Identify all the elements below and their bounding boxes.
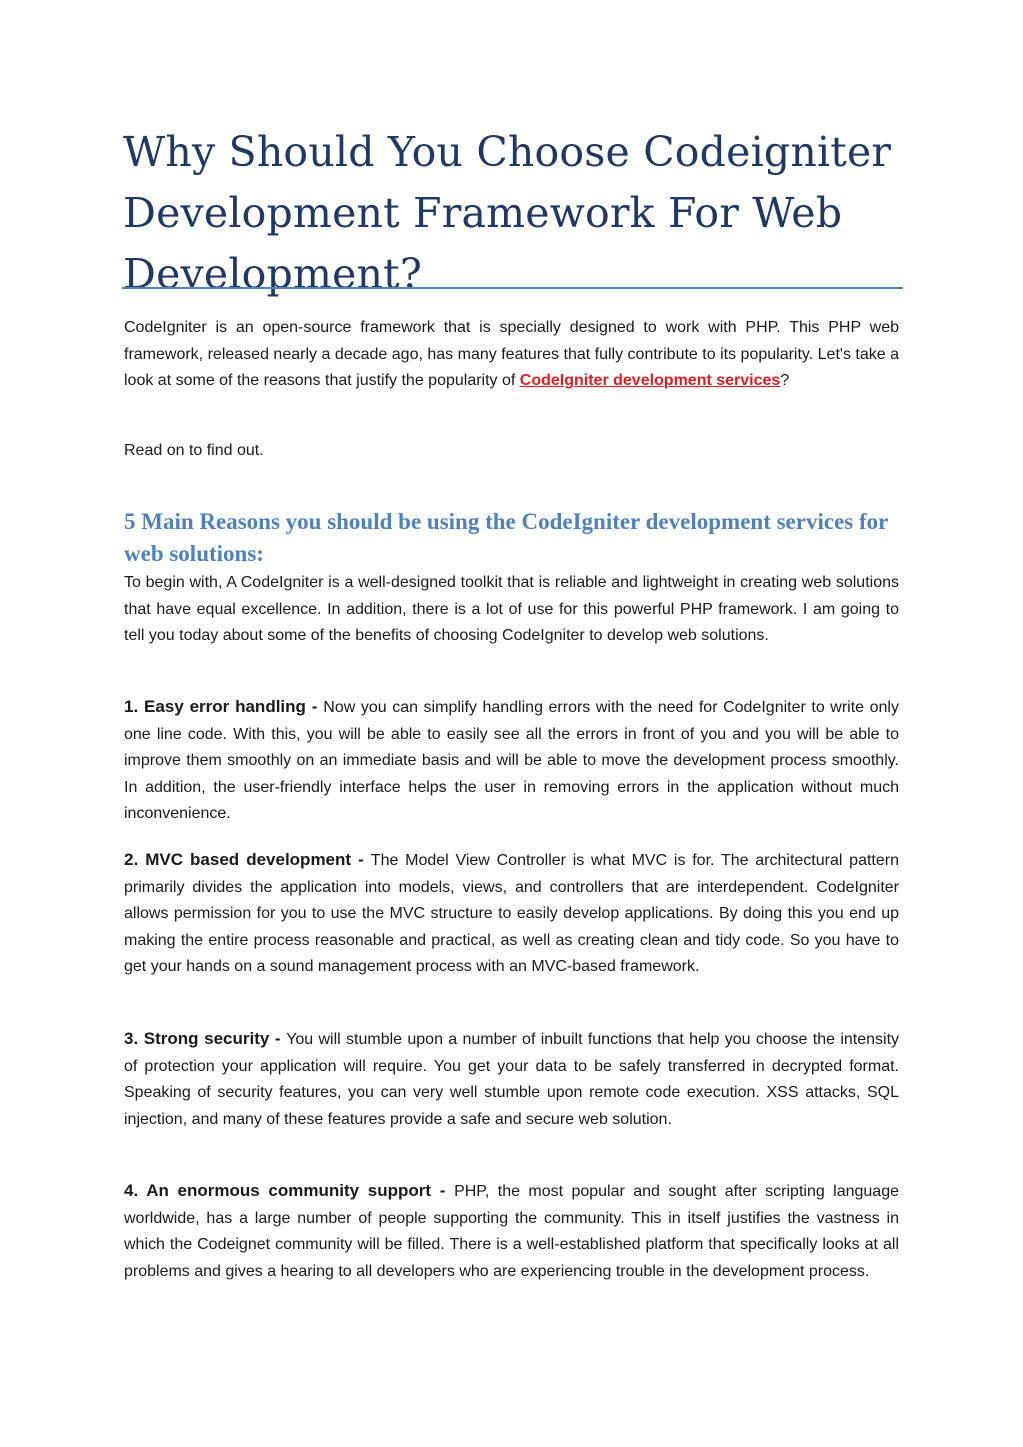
intro-text: CodeIgniter is an open-source framework that is specially designed to work with PHP. This PHP web framework, released nearly a decade ago, has many features that fully contribute to its popularity. Let's take a look at some of the reasons that justify the popularity of [124,319,899,390]
reason-error-handling [124,694,899,828]
reason-text: The Model View Controller is what MVC is for. The architectural pattern primarily divides the application into models, views, and controllers that are interdependent. CodeIgniter allows permission for you to use the MVC structure to easily develop applications. By doing this you end up making the entire process reasonable and practical, as well as creating clean and tidy code. So you have to get your hands on a sound management process with an MVC-based framework. [124,852,899,976]
reason-lead: 3. Strong security - [124,1029,287,1048]
reason-lead: 1. Easy error handling - [124,697,324,716]
section-heading: 5 Main Reasons you should be using the CodeIgniter development services for web solutions: [124,509,888,566]
page-title: Why Should You Choose Codeigniter Development Framework For Web Development? [123,128,892,298]
intro-text-end: ? [780,372,790,390]
reason-security [124,1026,899,1133]
reason-mvc [124,847,899,981]
reason-community [124,1178,899,1285]
intro-paragraph [124,315,899,395]
reason-text: PHP, the most popular and sought after scripting language worldwide, has a large number of people supporting the community. This in itself justifies the vastness in which the Codeignet community will be filled. There is a well-established platform that specifically looks at all problems and gives a hearing to all developers who are experiencing trouble in the development process. [124,1183,899,1280]
read-on-paragraph: Read on to find out. [124,442,264,459]
reason-lead: 2. MVC based development - [124,850,371,869]
reason-text: Now you can simplify handling errors with the need for CodeIgniter to write only one line code. With this, you will be able to easily see all the errors in front of you and you will be able to improve them smoothly on an immediate basis and will be able to move the development process smoothly. In addition, the user-friendly interface helps the user in removing errors in the application without much inconvenience. [124,699,899,823]
codeigniter-services-link[interactable]: CodeIgniter development services [519,372,781,390]
section-intro-paragraph: To begin with, A CodeIgniter is a well-designed toolkit that is reliable and lightweight in creating web solutions that have equal excellence. In addition, there is a lot of use for this powerful PHP framework. I am going to tell you today about some of the benefits of choosing CodeIgniter to develop web solutions. [124,574,899,645]
reason-lead: 4. An enormous community support - [124,1181,455,1200]
reason-text: You will stumble upon a number of inbuilt functions that help you choose the intensity of protection your application will require. You get your data to be safely transferred in decrypted format. Speaking of security features, you can very well stumble upon remote code execution. XSS attacks, SQL injection, and many of these features provide a safe and secure web solution. [124,1031,900,1128]
title-underline [122,287,903,289]
